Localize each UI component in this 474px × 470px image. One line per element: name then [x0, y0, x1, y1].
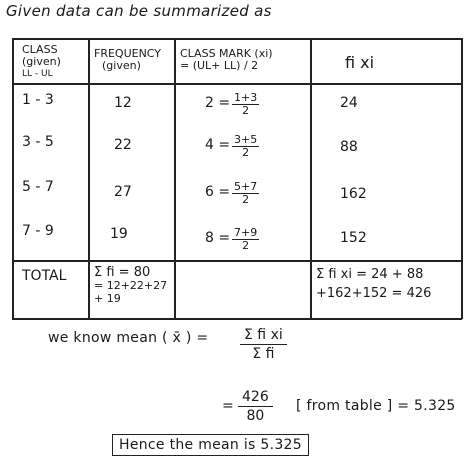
row3-mark-left: 6 =: [205, 184, 231, 200]
row2-mark-left: 4 =: [205, 137, 231, 153]
mean-formula-lhs: we know mean ( x̄ ) =: [48, 330, 209, 346]
table-bottom-border: [12, 318, 462, 320]
total-frequency: Σ fi = 80 = 12+22+27 + 19: [94, 265, 168, 305]
col-border-1: [88, 38, 90, 319]
row1-mark-left: 2 =: [205, 95, 231, 111]
mean-formula-fraction: $\frac{\text{Σ fi xi}}{\text{Σ fi}}$: [240, 326, 287, 363]
table-top-border: [12, 38, 462, 40]
mean-equals: =: [222, 398, 234, 414]
col-border-right: [461, 38, 463, 319]
intro-text: Given data can be summarized as: [6, 2, 272, 20]
row3-frequency: 27: [114, 184, 132, 200]
total-label: TOTAL: [22, 268, 67, 284]
row3-class: 5 - 7: [22, 179, 54, 195]
row1-mark-fraction: $\frac{1+3}{2}$: [234, 91, 258, 117]
row4-fixi: 152: [340, 230, 367, 246]
row4-mark-fraction: $\frac{7+9}{2}$: [234, 226, 258, 252]
total-divider: [12, 260, 462, 262]
total-fixi: Σ fi xi = 24 + 88 +162+152 = 426: [316, 267, 432, 301]
header-fixi: fi xi: [345, 53, 375, 72]
row2-frequency: 22: [114, 137, 132, 153]
row2-fixi: 88: [340, 139, 358, 155]
row4-mark-left: 8 =: [205, 230, 231, 246]
row1-frequency: 12: [114, 95, 132, 111]
conclusion-box: Hence the mean is 5.325: [112, 434, 309, 456]
header-frequency: FREQUENCY (given): [94, 47, 162, 72]
row2-mark-fraction: $\frac{3+5}{2}$: [234, 133, 258, 159]
col-border-left: [12, 38, 14, 319]
row4-class: 7 - 9: [22, 223, 54, 239]
row2-class: 3 - 5: [22, 134, 54, 150]
row3-fixi: 162: [340, 186, 367, 202]
row4-frequency: 19: [110, 226, 128, 242]
row3-mark-fraction: $\frac{5+7}{2}$: [234, 180, 258, 206]
mean-note: [ from table ] = 5.325: [296, 398, 456, 414]
header-class: CLASS (given) LL - UL: [22, 43, 61, 79]
header-class-mark: CLASS MARK (xi) = (UL+ LL) / 2: [180, 47, 273, 72]
header-divider: [12, 83, 462, 85]
row1-class: 1 - 3: [22, 92, 54, 108]
mean-value-fraction: $\frac{426}{80}$: [238, 388, 273, 425]
col-border-2: [174, 38, 176, 319]
row1-fixi: 24: [340, 95, 358, 111]
col-border-3: [310, 38, 312, 319]
